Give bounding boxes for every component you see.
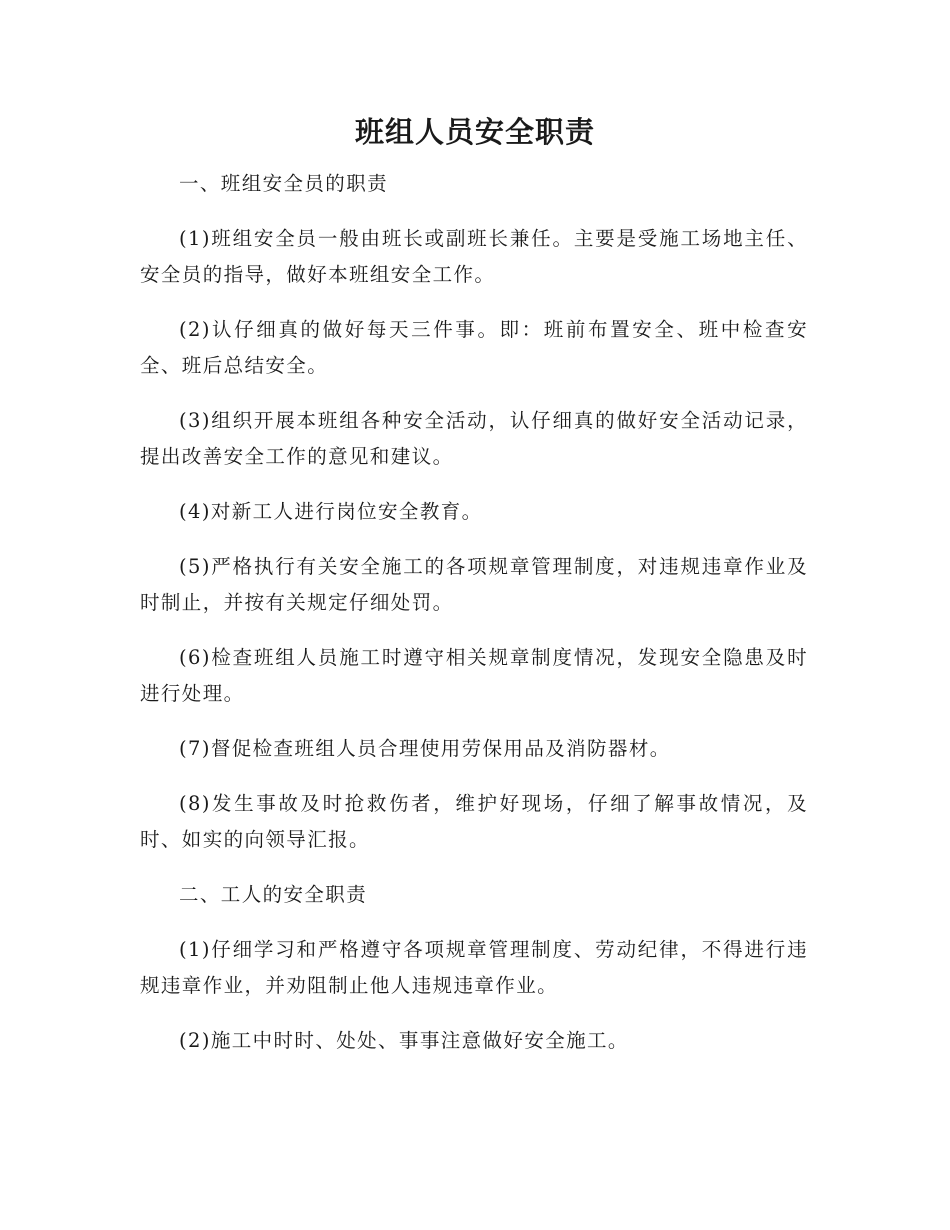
document-title: 班组人员安全职责 [354,115,595,149]
section-heading-2: 二、工人的安全职责 [179,883,368,906]
paragraph: (2)施工中时时、处处、事事注意做好安全施工。 [179,1029,629,1052]
paragraph: (5)严格执行有关安全施工的各项规章管理制度，对违规违章作业及时制止，并按有关规定仔细处罚。 [140,555,808,614]
paragraph: (1)班组安全员一般由班长或副班长兼任。主要是受施工场地主任、安全员的指导，做好本班组安全工作。 [140,227,808,286]
document-body [140,166,808,1078]
paragraph: (4)对新工人进行岗位安全教育。 [179,500,483,523]
paragraph: (2)认仔细真的做好每天三件事。即：班前布置安全、班中检查安全、班后总结安全。 [140,318,808,377]
section-heading-1: 一、班组安全员的职责 [179,172,389,195]
paragraph: (1)仔细学习和严格遵守各项规章管理制度、劳动纪律，不得进行违规违章作业，并劝阻制止他人违规违章作业。 [140,938,808,997]
paragraph: (7)督促检查班组人员合理使用劳保用品及消防器材。 [179,737,671,760]
paragraph: (8)发生事故及时抢救伤者，维护好现场，仔细了解事故情况，及时、如实的向领导汇报。 [140,792,808,851]
paragraph: (3)组织开展本班组各种安全活动，认仔细真的做好安全活动记录，提出改善安全工作的意见和建议。 [140,409,808,468]
paragraph: (6)检查班组人员施工时遵守相关规章制度情况，发现安全隐患及时进行处理。 [140,646,808,705]
